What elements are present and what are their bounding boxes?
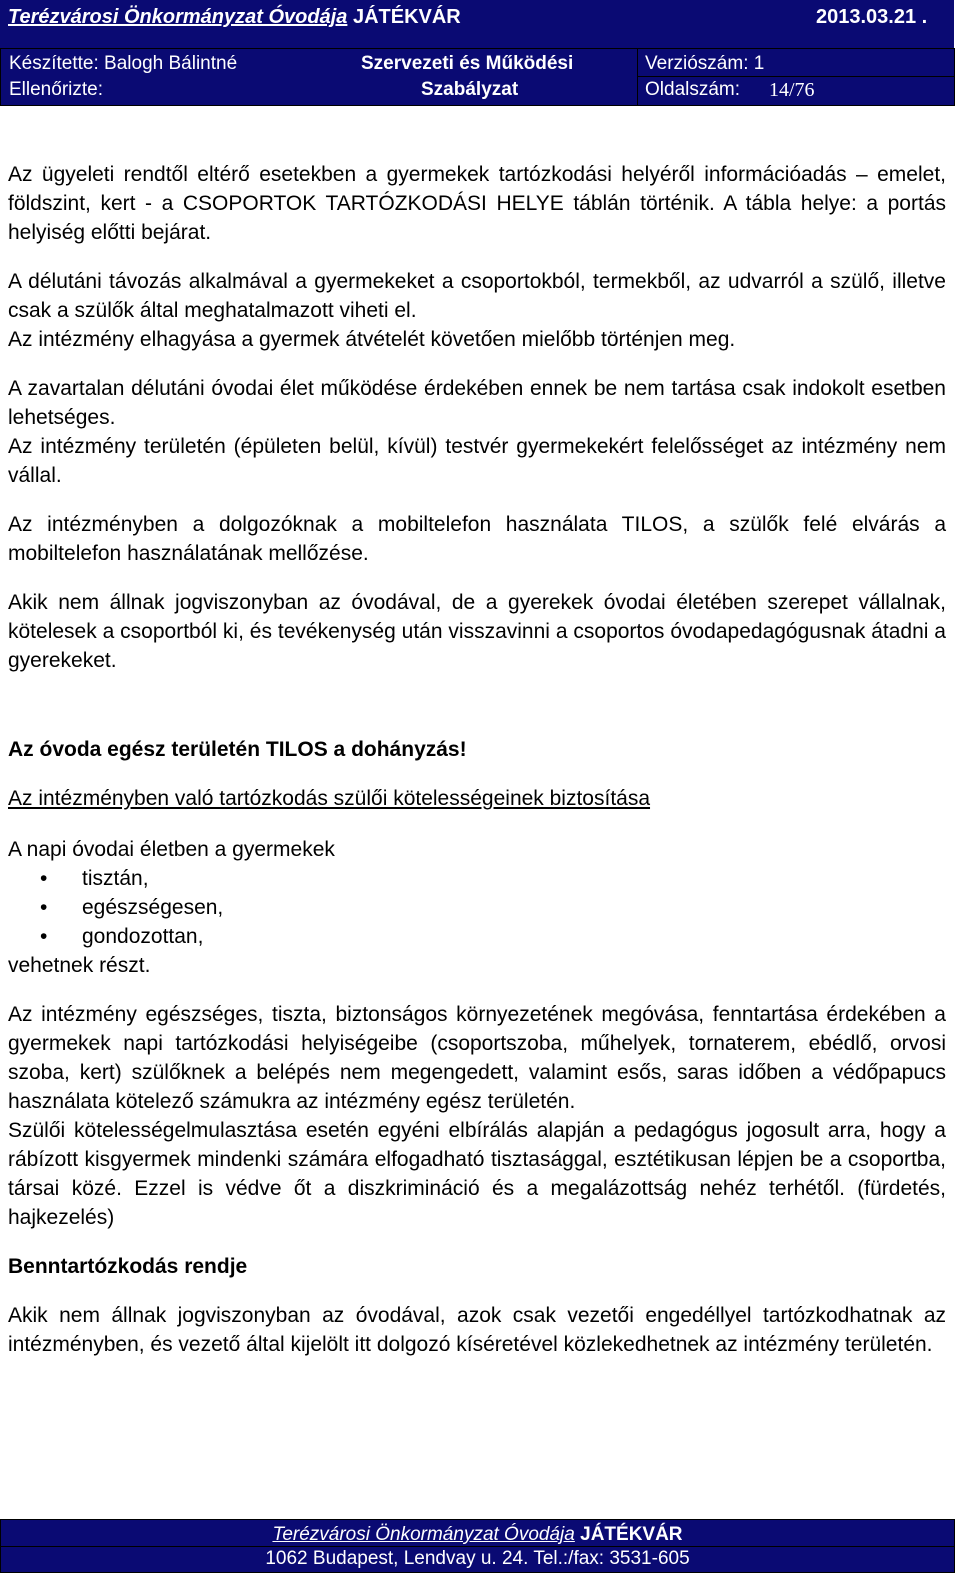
document-date: 2013.03.21 . — [816, 6, 928, 28]
document-body — [8, 160, 946, 1359]
version-panel — [637, 49, 954, 105]
organization-name — [8, 6, 461, 29]
paragraph-siblings-liability: Az intézmény területén (épületen belül, kívül) testvér gyermekekért felelősséget az intézmény nem vállal. — [8, 435, 946, 487]
checked-by: Ellenőrizte: — [9, 79, 103, 100]
list-outro: vehetnek részt. — [8, 954, 151, 977]
bullet-icon: • — [40, 867, 48, 890]
paragraph-hygiene-rules: Az intézmény egészséges, tiszta, biztonságos környezetének megóvása, fenntartása érdekében a gyermekek napi tartózkodási helyiségeibe (csoportszoba, műhelyek, tornaterem, ebédlő, orvosi szoba, kert) szülőknek a belépés nem megengedett, valamint esős, saras időben a védőpapucs használata kötelező számukra az intézmény egész területén. — [8, 1003, 946, 1113]
document-title-line-1: Szervezeti és Működési — [361, 53, 574, 74]
list-intro: A napi óvodai életben a gyermekek — [8, 838, 335, 861]
prepared-by: Készítette: Balogh Bálintné — [9, 53, 238, 74]
paragraph-location-info: Az ügyeleti rendtől eltérő esetekben a gyermekek tartózkodási helyéről információadás – emelet, földszint, kert - a CSOPORTOK TARTÓZKODÁSI HELYE táblán történik. A tábla helye: a portás helyiség előtti bejárat. — [8, 163, 946, 244]
page-number: 14/76 — [769, 79, 815, 101]
paragraph-leave-promptly: Az intézmény elhagyása a gyermek átvételét követően mielőbb történjen meg. — [8, 328, 736, 351]
document-footer — [0, 1519, 955, 1573]
paragraph-teacher-discretion: Szülői kötelességelmulasztása esetén egyéni elbírálás alapján a pedagógus jogosult arra, hogy a rábízott kisgyermek mindenki számára elfogadható tisztasággal, esztétikusan lépjen be a csoportba, társai közé. Ezzel is védve őt a diszkrimináció és a megalázottság nehéz terhétől. (fürdetés, hajkezelés) — [8, 1119, 946, 1229]
list-item: • egészségesen, — [8, 893, 946, 922]
paragraph-undisturbed-afternoon: A zavartalan délutáni óvodai élet működése érdekében ennek be nem tartása csak indokolt esetben lehetséges. — [8, 377, 946, 429]
footer-address: 1062 Budapest, Lendvay u. 24. Tel.:/fax: 3531-605 — [265, 1548, 690, 1569]
document-header-bar — [0, 0, 954, 48]
document-title-line-2: Szabályzat — [421, 79, 519, 100]
paragraph-non-staff-duties: Akik nem állnak jogviszonyban az óvodával, de a gyerekek óvodai életében szerepet vállalnak, kötelesek a csoportból ki, és tevékenység után visszavinni a csoportos óvodapedagógusnak átadni a gyerekeket. — [8, 591, 946, 672]
list-item: • gondozottan, — [8, 922, 946, 951]
bullet-icon: • — [40, 925, 48, 948]
smoking-ban-warning: Az óvoda egész területén TILOS a dohányzás! — [8, 738, 467, 761]
organization-name-bold: JÁTÉKVÁR — [352, 6, 461, 28]
page-number-label: Oldalszám: — [645, 79, 741, 100]
footer-organization-name: Terézvárosi Önkormányzat Óvodája JÁTÉKVÁR — [272, 1524, 683, 1545]
paragraph-visitor-rules: Akik nem állnak jogviszonyban az óvodával, azok csak vezetői engedéllyel tartózkodhatnak az intézményben, és vezető által kijelölt itt dolgozó kíséretével közlekedhetnek az intézmény területén. — [8, 1304, 946, 1356]
bullet-icon: • — [40, 896, 48, 919]
list-item: • tisztán, — [8, 864, 946, 893]
organization-name-italic: Terézvárosi Önkormányzat Óvodája — [8, 6, 348, 28]
paragraph-mobile-phone-rule: Az intézményben a dolgozóknak a mobiltelefon használata TILOS, a szülők felé elvárás a mobiltelefon használatának mellőzése. — [8, 513, 946, 565]
document-meta-table — [0, 48, 955, 106]
section-heading-presence-rules: Benntartózkodás rendje — [8, 1255, 248, 1278]
bullet-list — [8, 864, 946, 951]
version-number: Verziószám: 1 — [645, 53, 765, 74]
paragraph-afternoon-pickup: A délutáni távozás alkalmával a gyermekeket a csoportokból, termekből, az udvarról a szülő, illetve csak a szülők által meghatalmazott viheti el. — [8, 270, 946, 322]
section-heading-parent-duties: Az intézményben való tartózkodás szülői kötelességeinek biztosítása — [8, 787, 651, 810]
